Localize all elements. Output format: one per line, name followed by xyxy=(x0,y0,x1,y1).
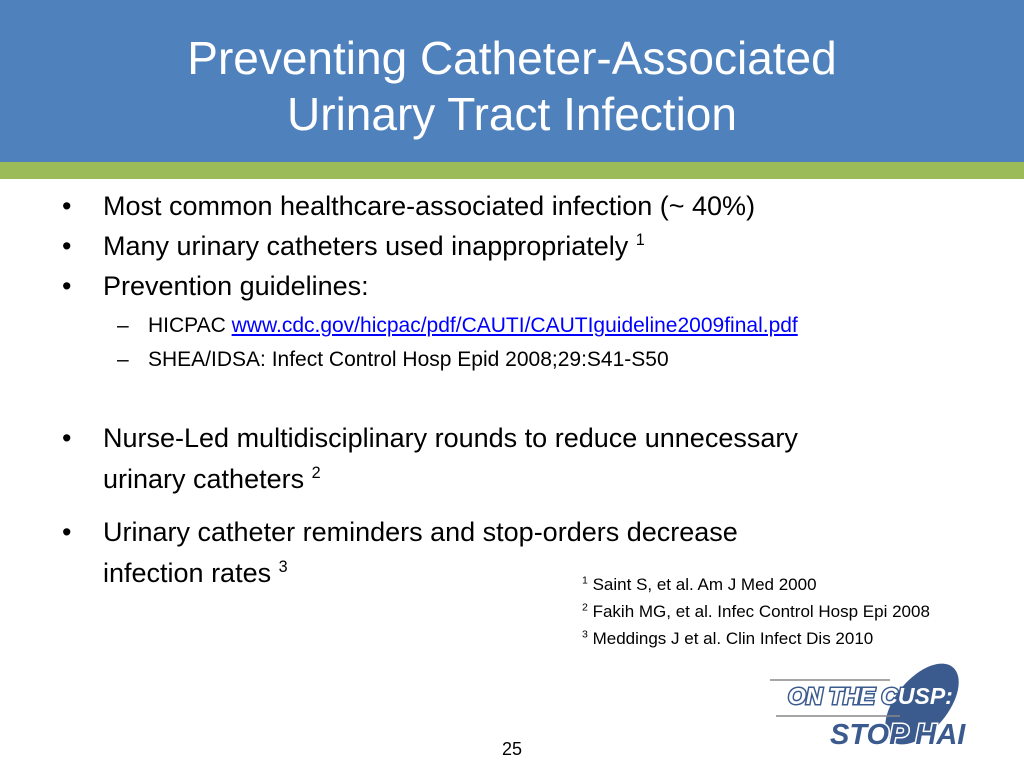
logo-text-top: ON THE CUSP: xyxy=(788,683,953,709)
bullet-text: Most common healthcare-associated infection (~ 40%) xyxy=(103,191,756,221)
bullet-text-line: Nurse-Led multidisciplinary rounds to reduce unnecessary xyxy=(103,423,798,453)
bullet-text-line: urinary catheters xyxy=(103,464,305,494)
dash-icon: – xyxy=(117,314,129,337)
bullet-dot-icon: • xyxy=(62,423,72,453)
reference-item: $^3$ Meddings J et al. Clin Infect Dis 2010 xyxy=(582,628,874,648)
sub-bullet-prefix: HICPAC xyxy=(148,314,226,337)
guideline-link[interactable]: www.cdc.gov/hicpac/pdf/CAUTI/CAUTIguideline2009final.pdf xyxy=(231,314,798,337)
title-line-1: Preventing Catheter-Associated xyxy=(187,32,837,84)
bullet-text-line: infection rates xyxy=(103,558,272,588)
title-line-2: Urinary Tract Infection xyxy=(287,88,737,140)
footnote-ref: 1 xyxy=(635,231,645,249)
bullet-dot-icon: • xyxy=(62,231,72,261)
page-number: 25 xyxy=(501,739,523,759)
footnote-ref: 3 xyxy=(278,558,288,576)
dash-icon: – xyxy=(117,348,129,371)
bullet-dot-icon: • xyxy=(62,271,72,301)
bullet-text-line: Urinary catheter reminders and stop-orders decrease xyxy=(103,517,738,547)
reference-item: $^1$ Saint S, et al. Am J Med 2000 xyxy=(582,574,817,594)
references xyxy=(582,571,930,652)
bullet-text: Prevention guidelines: xyxy=(103,271,369,301)
bullet-dot-icon: • xyxy=(62,517,72,547)
bullet-dot-icon: • xyxy=(62,191,72,221)
logo-text-bottom: STOP HAI xyxy=(830,719,966,751)
bullet-text: Many urinary catheters used inappropriately xyxy=(103,231,629,261)
reference-item: $^2$ Fakih MG, et al. Infec Control Hosp Epi 2008 xyxy=(582,601,930,621)
sub-bullet-text: SHEA/IDSA: Infect Control Hosp Epid 2008;29:S41-S50 xyxy=(148,348,669,371)
footnote-ref: 2 xyxy=(311,464,321,482)
